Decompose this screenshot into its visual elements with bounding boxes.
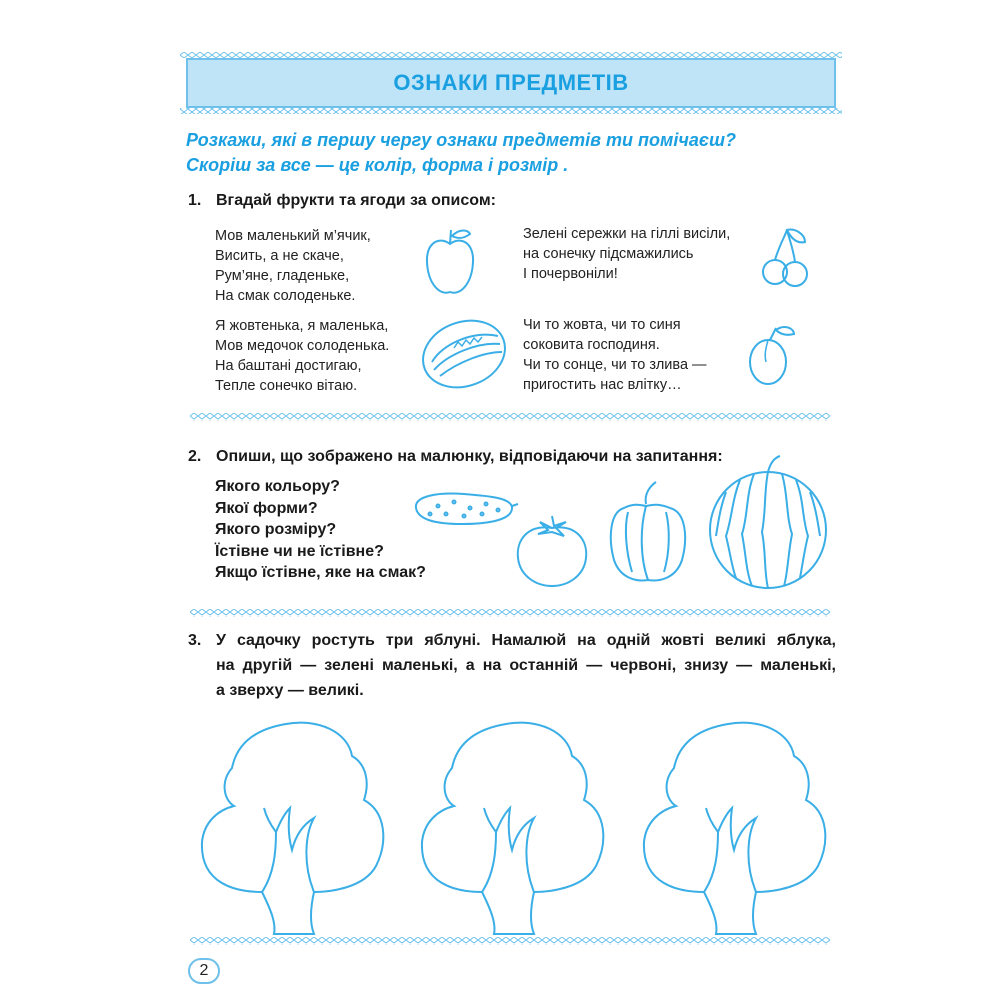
riddle-line: Чи то сонце, чи то злива —	[523, 357, 707, 373]
task1-heading	[188, 192, 496, 210]
task3-line-text: У садочку ростуть три яблуні. Намалюй на одній жовті великі яблука,	[216, 632, 836, 649]
riddle-cherries	[523, 224, 730, 284]
question-item: Якщо їстівне, яке на смак?	[215, 564, 426, 581]
tomato-icon	[512, 510, 592, 590]
riddle-line: Зелені сережки на гіллі висіли,	[523, 226, 731, 242]
task1-number: 1.	[188, 192, 202, 209]
page-title: ОЗНАКИ ПРЕДМЕТІВ	[393, 70, 629, 95]
intro-line: Скоріш за все — це колір, форма і розмір .	[186, 155, 569, 175]
riddle-apple	[215, 226, 371, 306]
riddle-line: На баштані достигаю,	[215, 358, 362, 374]
intro-line: Розкажи, які в першу чергу ознаки предметів ти помічаєш?	[186, 130, 736, 150]
riddle-line: Тепле сонечко вітаю.	[215, 378, 358, 394]
task2-heading-text: Опиши, що зображено на малюнку, відповідаючи на запитання:	[216, 448, 723, 465]
riddle-line: Чи то жовта, чи то синя	[523, 317, 681, 333]
tree-icon	[410, 712, 612, 938]
plum-icon	[746, 318, 800, 388]
task3-line-text: на другій — зелені маленькі, а на останній — червоні, знизу — маленькі,	[216, 657, 836, 674]
tree-icon	[632, 712, 834, 938]
apple-icon	[420, 222, 480, 302]
riddle-plum	[523, 315, 707, 395]
riddle-line: Мов маленький м’ячик,	[215, 228, 371, 244]
riddle-line: На смак солоденьке.	[215, 288, 356, 304]
task2-questions	[215, 476, 426, 584]
title-banner	[186, 58, 836, 108]
task3-line	[188, 628, 836, 653]
riddle-line: на сонечку підсмажились	[523, 246, 694, 262]
page-number	[188, 958, 220, 984]
riddle-line: Мов медочок солоденька.	[215, 338, 390, 354]
task1-heading-text: Вгадай фрукти та ягоди за описом:	[216, 192, 496, 209]
task2-number: 2.	[188, 448, 202, 465]
question-item: Якого розміру?	[215, 521, 337, 538]
page-number-text: 2	[199, 962, 209, 979]
tree-icon	[190, 712, 392, 938]
question-item: Якого кольору?	[215, 478, 340, 495]
section-divider	[190, 412, 830, 422]
melon-icon	[418, 318, 510, 390]
cherries-icon	[755, 222, 815, 294]
cucumber-icon	[408, 486, 520, 532]
task3-text	[188, 628, 836, 703]
intro-text	[186, 128, 826, 178]
riddle-line: І почервоніли!	[523, 266, 618, 282]
riddle-line: Висить, а не скаче,	[215, 248, 344, 264]
riddle-melon	[215, 316, 389, 396]
task3-line	[188, 653, 836, 678]
section-divider	[190, 608, 830, 618]
task2-heading	[188, 448, 723, 466]
task3-line-text: а зверху — великі.	[216, 682, 364, 699]
riddle-line: Рум’яне, гладеньке,	[215, 268, 350, 284]
riddle-line: пригостить нас влітку…	[523, 377, 682, 393]
riddle-line: Я жовтенька, я маленька,	[215, 318, 389, 334]
question-item: Їстівне чи не їстівне?	[215, 542, 384, 560]
pepper-icon	[604, 478, 690, 588]
task3-number: 3.	[188, 632, 202, 649]
section-divider	[190, 936, 830, 946]
task3-line	[188, 678, 836, 703]
question-item: Якої форми?	[215, 499, 318, 517]
watermelon-icon	[706, 452, 830, 592]
riddle-line: соковита господиня.	[523, 337, 660, 353]
